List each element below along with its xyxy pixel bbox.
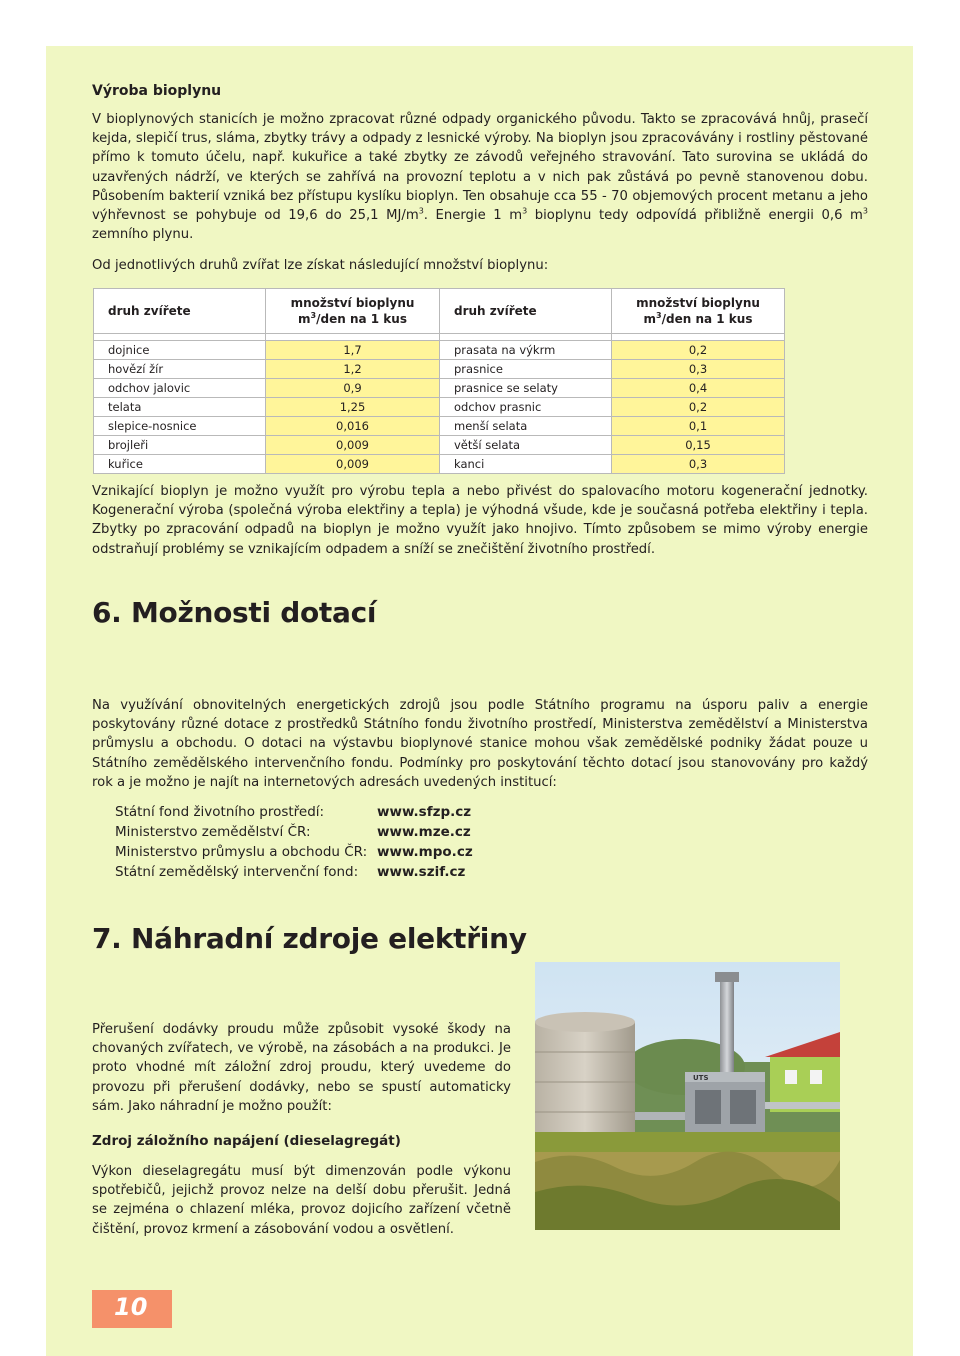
institution-links: [115, 802, 615, 882]
photo-illustration: [535, 962, 840, 1230]
animal-cell: prasnice se selaty: [440, 379, 612, 398]
link-row: [115, 842, 615, 862]
value-cell: 0,009: [266, 455, 440, 474]
institution-url[interactable]: www.mpo.cz: [377, 844, 473, 860]
table-intro: Od jednotlivých druhů zvířat lze získat následující množství bioplynu:: [92, 258, 549, 273]
animal-cell: odchov prasnic: [440, 398, 612, 417]
institution-url[interactable]: www.sfzp.cz: [377, 804, 472, 820]
section-6-paragraph: Na využívání obnovitelných energetických zdrojů jsou podle Státního programu na úsporu paliv a energie poskytovány různé dotace z prostředků Státního fondu životního prostředí, Ministerstva zemědělství a Ministerstva průmyslu a obchodu. O dotaci na výstavbu bioplynové stanice mohou však zemědělské podniky žádat pouze u Státního zemědělského intervenčního fondu. Podmínky pro poskytování těchto dotací jsou stanovovány pro každý rok a je možno je najít na internetových adresách uvedených institucí:: [92, 698, 868, 790]
value-cell: 0,016: [266, 417, 440, 436]
photo-label: UTS: [693, 1074, 709, 1082]
link-row: [115, 802, 615, 822]
subheading-dieselagregat: Zdroj záložního napájení (dieselagregát): [92, 1133, 401, 1149]
animal-cell: kuřice: [94, 455, 266, 474]
value-cell: 0,15: [612, 436, 785, 455]
institution-name: Státní zemědělský intervenční fond:: [115, 864, 359, 880]
institution-name: Ministerstvo zemědělství ČR:: [115, 824, 311, 840]
value-cell: 0,2: [612, 341, 785, 360]
table-row: [94, 341, 785, 360]
section-6-title: 6. Možnosti dotací: [92, 596, 377, 629]
table-row: [94, 360, 785, 379]
animal-cell: brojleři: [94, 436, 266, 455]
animal-cell: slepice-nosnice: [94, 417, 266, 436]
section-7-title: 7. Náhradní zdroje elektřiny: [92, 922, 527, 955]
animal-cell: prasata na výkrm: [440, 341, 612, 360]
value-cell: 0,3: [612, 455, 785, 474]
value-cell: 0,9: [266, 379, 440, 398]
animal-cell: dojnice: [94, 341, 266, 360]
institution-url[interactable]: www.mze.cz: [377, 824, 471, 840]
animal-cell: telata: [94, 398, 266, 417]
animal-cell: hovězí žír: [94, 360, 266, 379]
table-row: [94, 379, 785, 398]
header-animal: druh zvířete: [94, 289, 266, 334]
value-cell: 0,2: [612, 398, 785, 417]
table-row: [94, 417, 785, 436]
header-amount-2: množství bioplynu $m^3$/den na 1 kus: [612, 289, 785, 334]
value-cell: 1,7: [266, 341, 440, 360]
value-cell: 1,25: [266, 398, 440, 417]
page-number-badge: [92, 1290, 172, 1328]
page-number: 10: [114, 1293, 148, 1321]
biogas-yield-table: [93, 288, 785, 474]
section-7-paragraph: Přerušení dodávky proudu může způsobit vysoké škody na chovaných zvířatech, ve výrobě, na zásobách a na produkci. Je proto vhodné mít záložní zdroj proudu, který uvedeme do provozu při přerušení dodávky, nebo se spustí automaticky sám. Jako náhradní je možno použít:: [92, 1022, 511, 1114]
link-row: [115, 822, 615, 842]
animal-cell: větší selata: [440, 436, 612, 455]
animal-cell: prasnice: [440, 360, 612, 379]
table-header-row: [94, 289, 785, 334]
institution-name: Státní fond životního prostředí:: [115, 804, 325, 820]
link-row: [115, 862, 615, 882]
animal-cell: kanci: [440, 455, 612, 474]
biogas-plant-photo: [535, 962, 840, 1230]
header-animal-2: druh zvířete: [440, 289, 612, 334]
animal-cell: menší selata: [440, 417, 612, 436]
table-row: [94, 455, 785, 474]
institution-url[interactable]: www.szif.cz: [377, 864, 466, 880]
value-cell: 0,009: [266, 436, 440, 455]
section-heading-biogas: Výroba bioplynu: [92, 83, 222, 99]
institution-name: Ministerstvo průmyslu a obchodu ČR:: [115, 844, 368, 860]
biogas-usage-paragraph: Vznikající bioplyn je možno využít pro výrobu tepla a nebo přivést do spalovacího motoru kogenerační jednotky. Kogenerační výroba (společná výroba elektřiny a tepla) je výhodná všude, kde je současná potřeba elektřiny i tepla. Zbytky po zpracování odpadů na bioplyn je možno využít jako hnojivo. Tímto způsobem se mimo výroby energie odstraňují problémy se vznikajícím odpadem a sníží se znečištění životního prostředí.: [92, 484, 868, 557]
value-cell: 0,4: [612, 379, 785, 398]
animal-cell: odchov jalovic: [94, 379, 266, 398]
table-row: [94, 398, 785, 417]
section-7-paragraph-2: Výkon dieselagregátu musí být dimenzován podle výkonu spotřebičů, jejichž provoz nelze na delší dobu přerušit. Jedná se zejména o chlazení mléka, provoz dojicího zařízení včetně čištění, provoz krmení a zásobování vodou a osvětlení.: [92, 1164, 511, 1237]
table-row: [94, 436, 785, 455]
value-cell: 0,3: [612, 360, 785, 379]
value-cell: 0,1: [612, 417, 785, 436]
biogas-paragraph: V bioplynových stanicích je možno zpracovat různé odpady organického původu. Takto se zpracovává hnůj, prasečí kejda, slepičí trus, sláma, zbytky trávy a odpady z lesnické výroby. Na bioplyn jsou zpracovávány i rostliny pěstované přímo k tomuto účelu, např. kukuřice a také zbytky ze závodů veřejného stravování. Tato surovina se ukládá do uzavřených nádrží, ve kterých se zahřívá na provozní teplotu a v nich pak zůstává po pevně stanovenou dobu. Působením bakterií vzniká bez přístupu kyslíku bioplyn. Ten obsahuje cca 55 - 70 objemových procent metanu a jeho výhřevnost se pohybuje od 19,6 do 25,1 $MJ/m^3$. Energie 1 $m^3$ bioplynu tedy odpovídá přibližně energii 0,6 $m^3$ zemního plynu.: [92, 112, 868, 243]
header-amount: množství bioplynu $m^3$/den na 1 kus: [266, 289, 440, 334]
value-cell: 1,2: [266, 360, 440, 379]
